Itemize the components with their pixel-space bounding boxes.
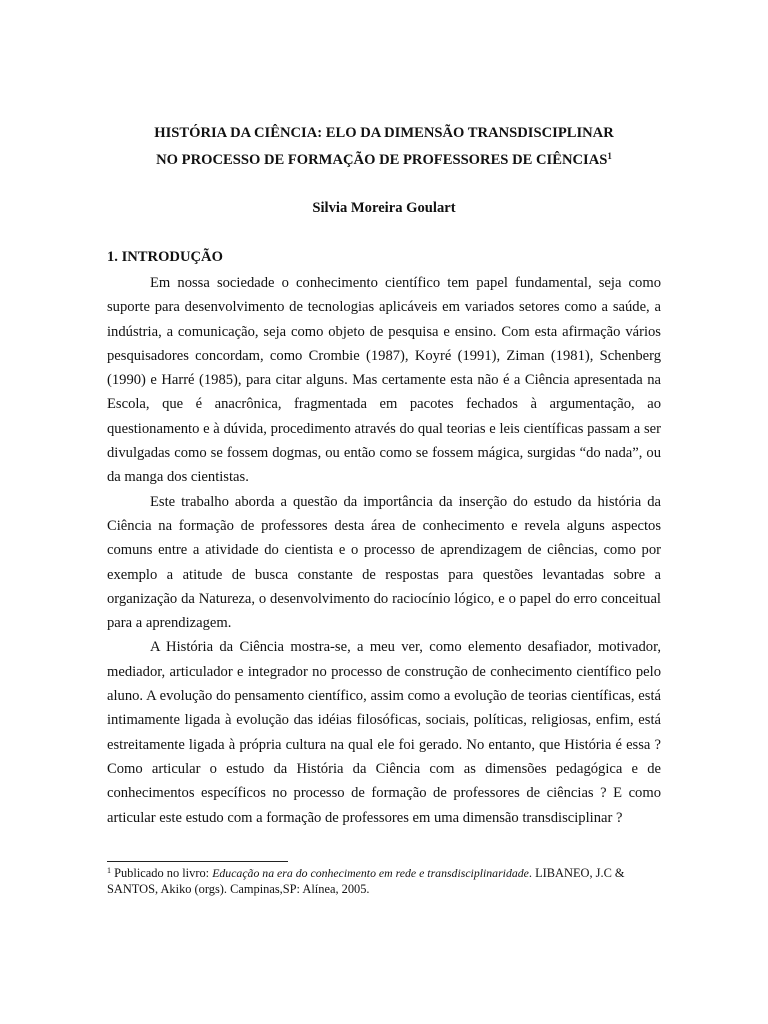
paragraph-3: A História da Ciência mostra-se, a meu ver, como elemento desafiador, motivador, mediador, articulador e integrador no processo de construção de conhecimento científico pelo aluno. A evolução do pensamento científico, assim como a evolução de teorias científicas, está intimamente ligada à evolução das idéias filosóficas, sociais, políticas, religiosas, enfim, está estreitamente ligada à própria cultura na qual ele foi gerado. No entanto, que História é essa ? Como articular o estudo da História da Ciência com as dimensões pedagógica e de conhecimentos específicos no processo de formação de professores de ciências ? E como articular este estudo com a formação de professores em uma dimensão transdisciplinar ? — [107, 639, 661, 826]
footnote — [107, 866, 661, 897]
author-name: Silvia Moreira Goulart — [312, 200, 456, 216]
title-line-1 — [0, 124, 768, 142]
paragraph-2: Este trabalho aborda a questão da importância da inserção do estudo da história da Ciência na formação de professores desta área de conhecimento e revela alguns aspectos comuns entre a atividade do cientista e o processo de aprendizagem de ciências, como por exemplo a atitude de busca constante de respostas para questões levantadas sobre a organização da Natureza, o desenvolvimento do raciocínio lógico, e o papel do erro conceitual para a aprendizagem. — [107, 493, 661, 632]
footnote-divider — [107, 861, 288, 862]
title-line-1-text: HISTÓRIA DA CIÊNCIA: ELO DA DIMENSÃO TRANSDISCIPLINAR — [154, 125, 614, 141]
title-footnote-marker: 1 — [607, 151, 612, 161]
footnote-book-title: Educação na era do conhecimento em rede e transdisciplinaridade — [212, 866, 529, 880]
title-line-2 — [0, 151, 768, 169]
footnote-suffix: . LIBANEO, J.C & SANTOS, Akiko (orgs). Campinas,SP: Alínea, 2005. — [107, 866, 625, 896]
section-heading: 1. INTRODUÇÃO — [107, 249, 223, 265]
footnote-prefix: Publicado no livro: — [111, 866, 213, 880]
body-text — [107, 271, 661, 830]
paragraph-1: Em nossa sociedade o conhecimento científico tem papel fundamental, seja como suporte para desenvolvimento de tecnologias aplicáveis em variados setores como a saúde, a indústria, a comunicação, seja como objeto de pesquisa e ensino. Com esta afirmação vários pesquisadores concordam, como Crombie (1987), Koyré (1991), Ziman (1981), Schenberg (1990) e Harré (1985), para citar alguns. Mas certamente esta não é a Ciência apresentada na Escola, que é anacrônica, fragmentada em pacotes fechados à argumentação, ao questionamento e à dúvida, procedimento através do qual teorias e leis científicas passam a ser divulgadas como se fossem dogmas, ou então como se fossem mágica, surgidas “do nada”, ou da manga dos cientistas. — [107, 275, 661, 486]
title-line-2-text: NO PROCESSO DE FORMAÇÃO DE PROFESSORES DE CIÊNCIAS — [156, 152, 608, 168]
footnote-marker: 1 — [107, 866, 111, 875]
